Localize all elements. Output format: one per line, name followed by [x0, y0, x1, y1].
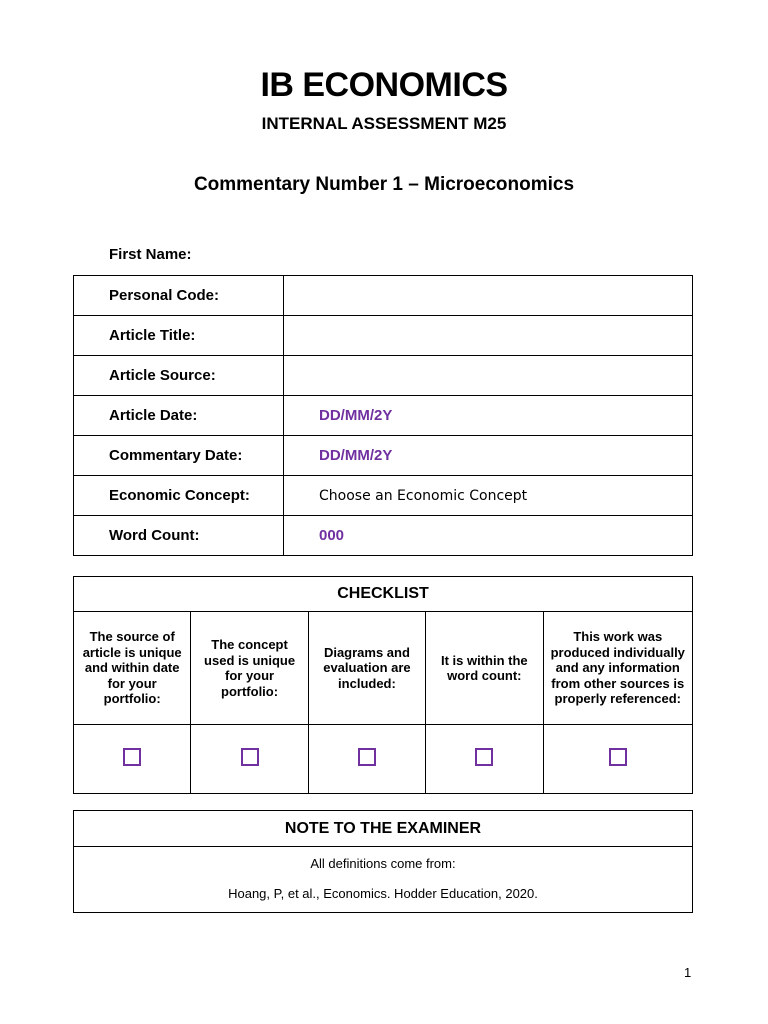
info-label: Word Count:: [74, 516, 284, 556]
info-label: Article Date:: [74, 396, 284, 436]
checkbox-cell: [308, 725, 425, 794]
checkbox-cell: [74, 725, 191, 794]
note-line-definitions: All definitions come from:: [310, 856, 456, 871]
article-title-field[interactable]: [284, 316, 693, 356]
referenced-checkbox[interactable]: [609, 748, 627, 766]
info-row-word-count: [74, 516, 693, 556]
examiner-note-table: [73, 810, 693, 913]
word-count-field[interactable]: 000: [284, 516, 693, 556]
article-date-field[interactable]: DD/MM/2Y: [284, 396, 693, 436]
info-row-article-date: [74, 396, 693, 436]
page-number: 1: [684, 965, 692, 980]
checklist-item-word-count: It is within the word count:: [426, 612, 543, 725]
examiner-note-title: NOTE TO THE EXAMINER: [74, 811, 693, 847]
economic-concept-dropdown[interactable]: Choose an Economic Concept: [284, 476, 693, 516]
checklist-item-diagrams: Diagrams and evaluation are included:: [308, 612, 425, 725]
document-subtitle: INTERNAL ASSESSMENT M25: [261, 114, 507, 133]
checkbox-cell: [543, 725, 693, 794]
info-row-economic-concept: [74, 476, 693, 516]
source-checkbox[interactable]: [123, 748, 141, 766]
info-label: Economic Concept:: [74, 476, 284, 516]
info-row-article-source: [74, 356, 693, 396]
info-label: Article Source:: [74, 356, 284, 396]
first-name-label: First Name:: [109, 246, 192, 263]
info-row-commentary-date: [74, 436, 693, 476]
checklist-title: CHECKLIST: [74, 577, 693, 612]
checklist-item-source: The source of article is unique and within date for your portfolio:: [74, 612, 191, 725]
checklist-item-concept: The concept used is unique for your portfolio:: [191, 612, 308, 725]
concept-checkbox[interactable]: [241, 748, 259, 766]
note-line-citation: Hoang, P, et al., Economics. Hodder Education, 2020.: [228, 886, 538, 901]
checkbox-cell: [191, 725, 308, 794]
info-label: Article Title:: [74, 316, 284, 356]
student-info-table: [73, 275, 693, 556]
commentary-date-field[interactable]: DD/MM/2Y: [284, 436, 693, 476]
checklist-item-referenced: This work was produced individually and any information from other sources is properly referenced:: [543, 612, 693, 725]
examiner-note-body[interactable]: [74, 847, 693, 913]
personal-code-field[interactable]: [284, 276, 693, 316]
diagrams-checkbox[interactable]: [358, 748, 376, 766]
info-label: Commentary Date:: [74, 436, 284, 476]
document-title: IB ECONOMICS: [260, 66, 508, 104]
info-row-personal-code: [74, 276, 693, 316]
word-count-checkbox[interactable]: [475, 748, 493, 766]
checklist-table: [73, 576, 693, 794]
checkbox-cell: [426, 725, 543, 794]
commentary-heading: Commentary Number 1 – Microeconomics: [193, 174, 575, 195]
info-label: Personal Code:: [74, 276, 284, 316]
article-source-field[interactable]: [284, 356, 693, 396]
info-row-article-title: [74, 316, 693, 356]
